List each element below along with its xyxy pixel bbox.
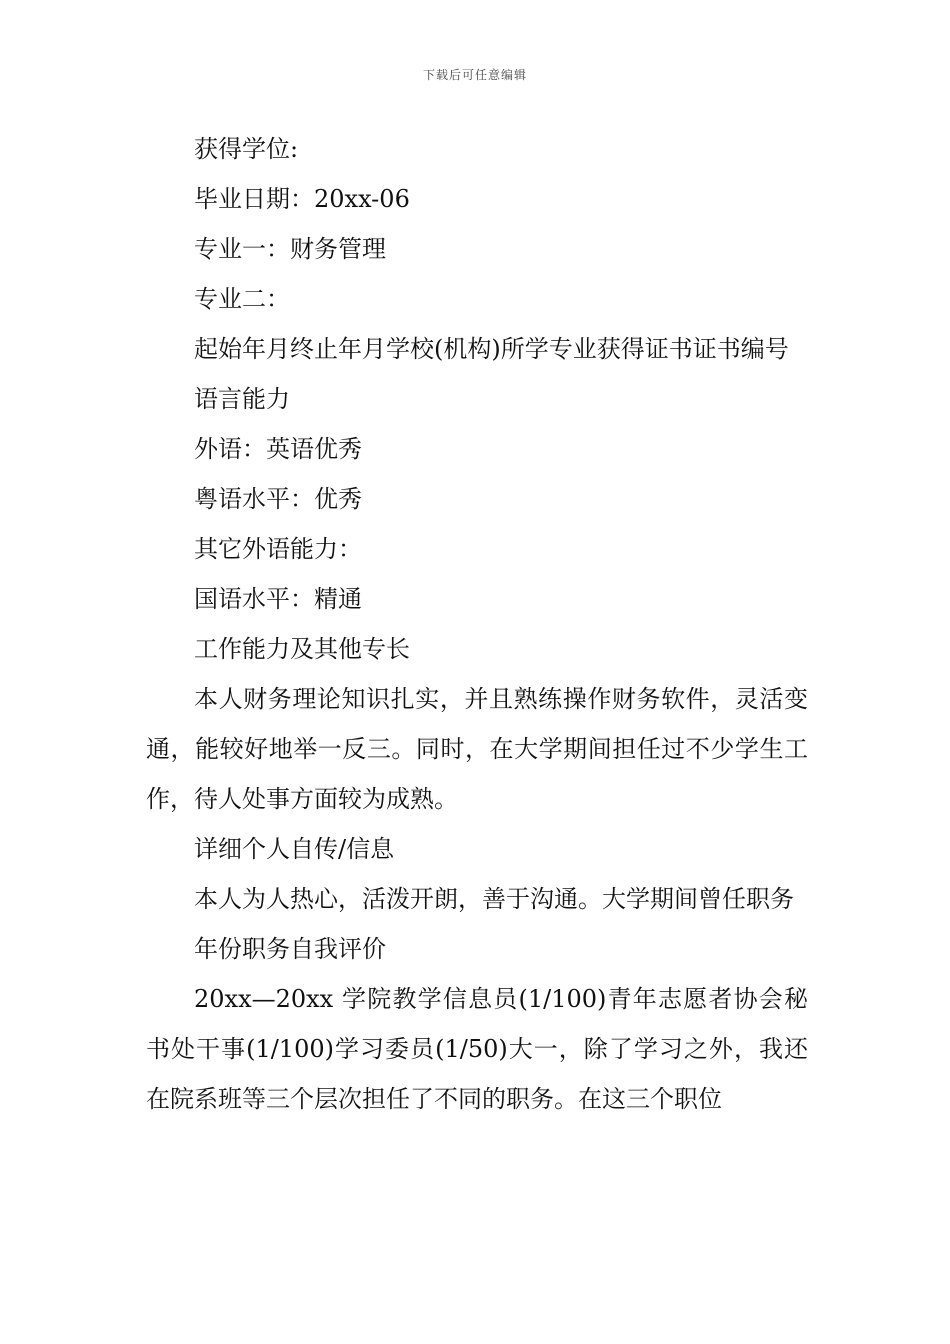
paragraph-graduation-date: 毕业日期：20xx-06: [194, 185, 410, 213]
section-heading-language: 语言能力: [194, 385, 290, 413]
paragraph-mandarin: 国语水平：精通: [194, 585, 362, 613]
paragraph-major-two: 专业二：: [194, 285, 290, 313]
paragraph-foreign-language: 外语：英语优秀: [194, 435, 362, 463]
paragraph-position-columns: 年份职务自我评价: [194, 935, 386, 963]
section-heading-skills: 工作能力及其他专长: [194, 635, 410, 663]
header-note: 下载后可任意编辑: [422, 68, 527, 82]
paragraph-education-columns: 起始年月终止年月学校(机构)所学专业获得证书证书编号: [194, 335, 789, 363]
section-heading-biography: 详细个人自传/信息: [194, 835, 395, 863]
paragraph-major-one: 专业一：财务管理: [194, 235, 386, 263]
paragraph-biography: 本人为人热心，活泼开朗，善于沟通。大学期间曾任职务: [194, 885, 794, 913]
paragraph-positions: 20xx—20xx 学院教学信息员(1/100)青年志愿者协会秘书处干事(1/100)学习委员(1/50)大一，除了学习之外，我还在院系班等三个层次担任了不同的职务。在这三个职位: [146, 985, 808, 1113]
paragraph-other-language: 其它外语能力：: [194, 535, 362, 563]
paragraph-cantonese: 粤语水平：优秀: [194, 485, 362, 513]
paragraph-skills: 本人财务理论知识扎实，并且熟练操作财务软件，灵活变通，能较好地举一反三。同时，在大学期间担任过不少学生工作，待人处事方面较为成熟。: [146, 685, 808, 813]
paragraph-degree: 获得学位:: [194, 135, 299, 163]
document-body: [146, 124, 808, 1124]
